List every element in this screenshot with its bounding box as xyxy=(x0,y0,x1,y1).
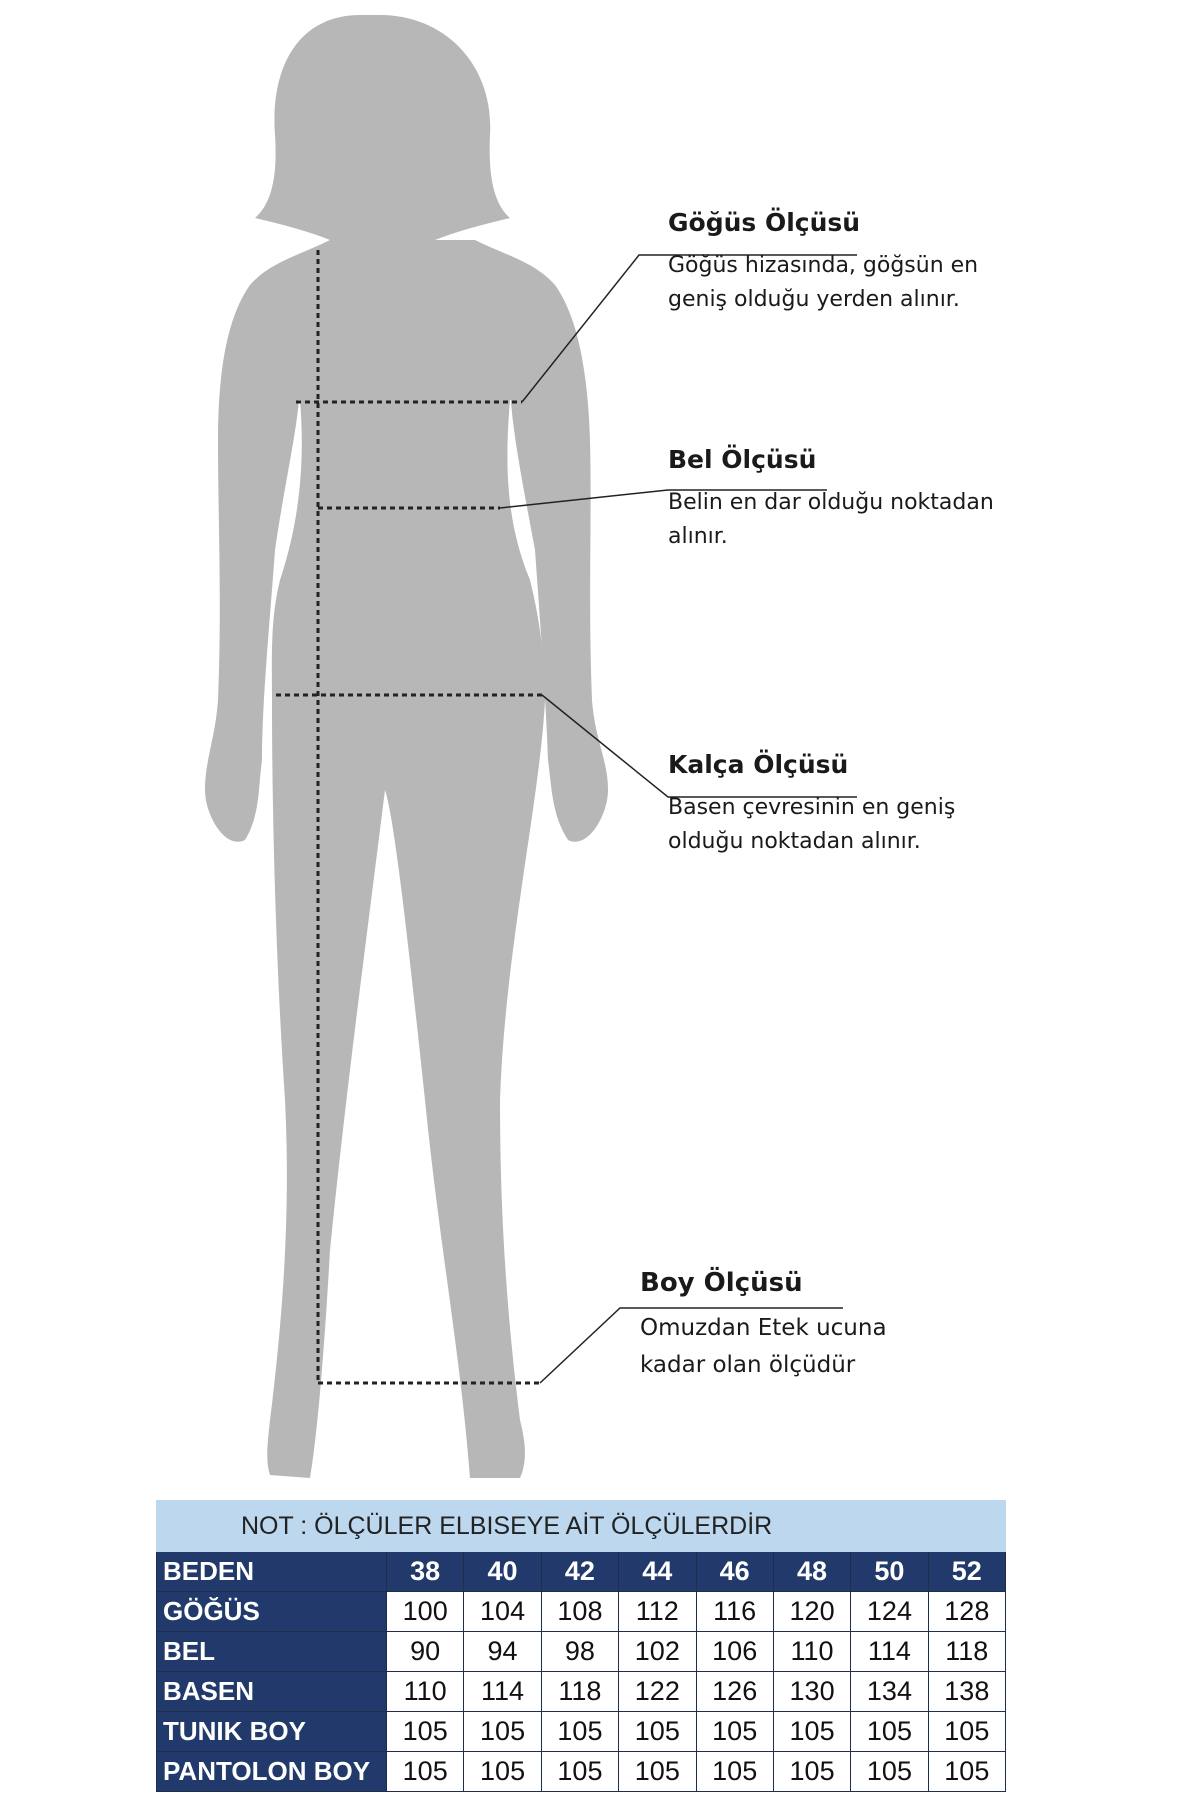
table-cell: 38 xyxy=(387,1552,464,1592)
table-cell: 46 xyxy=(696,1552,773,1592)
table-cell: 90 xyxy=(387,1632,464,1672)
table-cell: 105 xyxy=(928,1712,1005,1752)
table-row xyxy=(157,1672,1006,1712)
table-cell: 126 xyxy=(696,1672,773,1712)
table-cell: 114 xyxy=(464,1672,541,1712)
bel-desc-line2: alınır. xyxy=(668,524,728,549)
kalca-callout xyxy=(668,750,955,859)
table-cell: 112 xyxy=(619,1592,696,1632)
table-cell: 124 xyxy=(851,1592,928,1632)
boy-title: Boy Ölçüsü xyxy=(640,1268,803,1298)
table-cell: 105 xyxy=(619,1752,696,1792)
table-cell: 105 xyxy=(696,1712,773,1752)
kalca-description xyxy=(668,791,955,859)
boy-desc-line1: Omuzdan Etek ucuna xyxy=(640,1315,887,1341)
row-label: BEL xyxy=(157,1632,387,1672)
woman-silhouette xyxy=(205,15,608,1478)
table-cell: 105 xyxy=(696,1752,773,1792)
table-cell: 110 xyxy=(387,1672,464,1712)
table-cell: 44 xyxy=(619,1552,696,1592)
gogus-title: Göğüs Ölçüsü xyxy=(668,208,861,237)
table-cell: 108 xyxy=(541,1592,618,1632)
table-cell: 134 xyxy=(851,1672,928,1712)
table-note-row xyxy=(157,1501,1006,1552)
table-cell: 118 xyxy=(541,1672,618,1712)
row-label: GÖĞÜS xyxy=(157,1592,387,1632)
table-cell: 94 xyxy=(464,1632,541,1672)
gogus-desc-line1: Göğüs hizasında, göğsün en xyxy=(668,253,979,278)
table-cell: 122 xyxy=(619,1672,696,1712)
table-cell: 106 xyxy=(696,1632,773,1672)
table-cell: 105 xyxy=(464,1712,541,1752)
table-cell: 110 xyxy=(773,1632,850,1672)
boy-desc-line2: kadar olan ölçüdür xyxy=(640,1352,856,1378)
table-cell: 48 xyxy=(773,1552,850,1592)
row-label: BASEN xyxy=(157,1672,387,1712)
table-cell: 118 xyxy=(928,1632,1005,1672)
boy-description xyxy=(640,1310,887,1384)
table-cell: 105 xyxy=(464,1752,541,1792)
gogus-callout xyxy=(668,208,978,317)
size-table xyxy=(156,1500,1006,1792)
table-cell: 42 xyxy=(541,1552,618,1592)
table-row xyxy=(157,1592,1006,1632)
bel-description xyxy=(668,486,994,554)
gogus-desc-line2: geniş olduğu yerden alınır. xyxy=(668,287,960,312)
table-cell: 105 xyxy=(851,1752,928,1792)
row-label: BEDEN xyxy=(157,1552,387,1592)
table-cell: 105 xyxy=(541,1712,618,1752)
table-cell: 50 xyxy=(851,1552,928,1592)
table-row xyxy=(157,1752,1006,1792)
table-cell: 116 xyxy=(696,1592,773,1632)
table-cell: 105 xyxy=(773,1712,850,1752)
table-cell: 138 xyxy=(928,1672,1005,1712)
table-cell: 128 xyxy=(928,1592,1005,1632)
table-row xyxy=(157,1632,1006,1672)
table-cell: 105 xyxy=(387,1752,464,1792)
table-cell: 114 xyxy=(851,1632,928,1672)
table-cell: 100 xyxy=(387,1592,464,1632)
table-cell: 120 xyxy=(773,1592,850,1632)
kalca-title: Kalça Ölçüsü xyxy=(668,750,849,779)
table-row xyxy=(157,1712,1006,1752)
table-cell: 102 xyxy=(619,1632,696,1672)
boy-callout xyxy=(640,1268,887,1384)
table-cell: 105 xyxy=(387,1712,464,1752)
table-cell: 52 xyxy=(928,1552,1005,1592)
row-label: TUNIK BOY xyxy=(157,1712,387,1752)
bel-desc-line1: Belin en dar olduğu noktadan xyxy=(668,490,994,515)
table-cell: 105 xyxy=(773,1752,850,1792)
table-cell: 98 xyxy=(541,1632,618,1672)
table-cell: 105 xyxy=(619,1712,696,1752)
table-cell: 105 xyxy=(851,1712,928,1752)
table-note: NOT : ÖLÇÜLER ELBISEYE AİT ÖLÇÜLERDİR xyxy=(157,1501,1006,1552)
table-cell: 104 xyxy=(464,1592,541,1632)
kalca-desc-line2: olduğu noktadan alınır. xyxy=(668,829,921,854)
table-header-row xyxy=(157,1552,1006,1592)
gogus-description xyxy=(668,249,978,317)
table-cell: 130 xyxy=(773,1672,850,1712)
size-chart xyxy=(156,1500,1006,1792)
table-cell: 105 xyxy=(928,1752,1005,1792)
bel-title: Bel Ölçüsü xyxy=(668,445,817,474)
bel-callout xyxy=(668,445,994,554)
kalca-desc-line1: Basen çevresinin en geniş xyxy=(668,795,956,820)
table-cell: 105 xyxy=(541,1752,618,1792)
table-cell: 40 xyxy=(464,1552,541,1592)
row-label: PANTOLON BOY xyxy=(157,1752,387,1792)
